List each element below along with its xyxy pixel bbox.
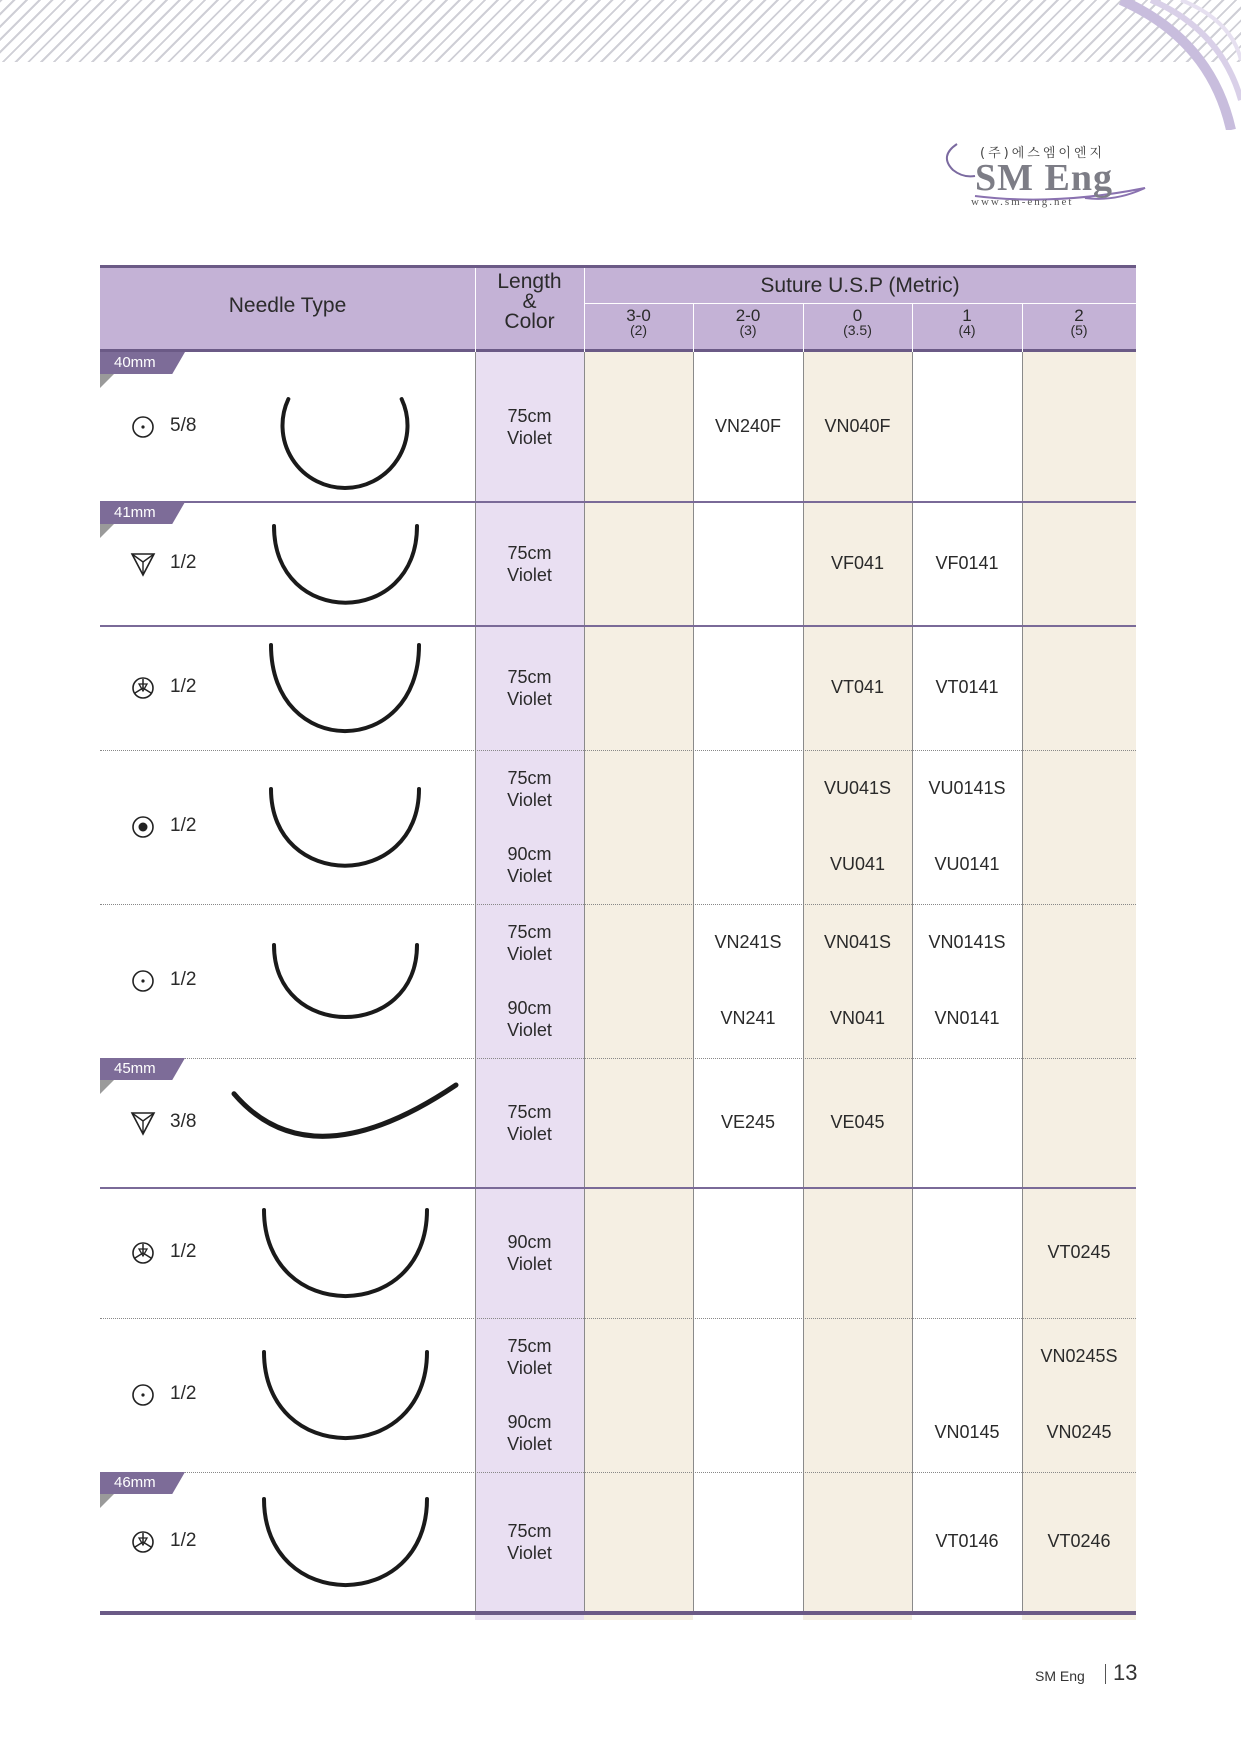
length-value: 75cm — [507, 1521, 552, 1541]
logo-url: www.sm-eng.net — [971, 196, 1074, 208]
header-size-usp: 1 — [962, 306, 972, 325]
size-tag-label: 46mm — [114, 1474, 156, 1491]
size-tag-label: 45mm — [114, 1060, 156, 1077]
product-code: VU0141 — [934, 854, 1000, 874]
header-needle-type: Needle Type — [228, 294, 347, 317]
round-body-icon — [130, 968, 156, 999]
curve-fraction: 1/2 — [170, 1383, 197, 1404]
round-body-icon — [130, 414, 156, 445]
color-value: Violet — [507, 1358, 552, 1378]
color-value: Violet — [507, 689, 552, 709]
header-size-1 — [584, 308, 693, 338]
header-amp-label: & — [522, 290, 537, 313]
row-separator — [100, 1472, 1136, 1473]
alt-column-bg — [803, 352, 912, 1620]
length-color-cell — [475, 1231, 584, 1275]
size-tag — [100, 352, 185, 374]
product-code: VN0141S — [928, 932, 1006, 952]
product-code: VT0246 — [1047, 1531, 1111, 1551]
curve-fraction: 1/2 — [170, 1530, 197, 1551]
needle-curve-icon — [265, 785, 425, 875]
row-separator — [100, 1187, 1136, 1189]
product-code: VN241S — [714, 932, 782, 952]
product-code: VE245 — [720, 1112, 776, 1132]
length-value: 75cm — [507, 543, 552, 563]
size-tag-fold — [100, 1080, 114, 1094]
curve-fraction: 1/2 — [170, 676, 197, 697]
length-color-cell — [475, 1101, 584, 1145]
reverse-cutting-icon — [130, 551, 156, 582]
color-value: Violet — [507, 1254, 552, 1274]
needle-curve-icon — [268, 941, 423, 1026]
color-value: Violet — [507, 1020, 552, 1040]
size-tag-fold — [100, 374, 114, 388]
header-size-usp: 3-0 — [626, 306, 651, 325]
needle-curve-icon — [258, 1495, 433, 1595]
product-code: VU041S — [823, 778, 892, 798]
column-divider — [584, 352, 585, 1612]
blunt-point-icon — [130, 814, 156, 845]
product-code: VN0245S — [1040, 1346, 1118, 1366]
size-tag-fold — [100, 1494, 114, 1508]
size-tag — [100, 1058, 185, 1080]
length-value: 75cm — [507, 922, 552, 942]
length-value: 90cm — [507, 1232, 552, 1252]
header-col-divider — [475, 268, 476, 352]
header-size-metric: (2) — [629, 322, 648, 338]
taper-cut-icon — [130, 1240, 156, 1271]
row-separator — [100, 904, 1136, 905]
product-code: VN041S — [823, 932, 892, 952]
top-stripe-band — [0, 0, 1241, 62]
product-code: VT0146 — [935, 1531, 999, 1551]
taper-cut-icon — [130, 1529, 156, 1560]
size-tag — [100, 502, 185, 524]
color-value: Violet — [507, 866, 552, 886]
needle-curve-icon — [258, 1348, 433, 1448]
header-col-divider — [912, 303, 913, 352]
header-size-usp: 2-0 — [735, 306, 761, 325]
color-value: Violet — [507, 1434, 552, 1454]
length-value: 75cm — [507, 667, 552, 687]
alt-column-bg — [584, 352, 693, 1620]
round-body-icon — [130, 1382, 156, 1413]
length-value: 75cm — [507, 406, 552, 426]
product-code: VN241 — [720, 1008, 776, 1028]
color-value: Violet — [507, 1124, 552, 1144]
product-code: VT041 — [830, 677, 885, 697]
color-value: Violet — [507, 565, 552, 585]
product-code: VN0145 — [934, 1422, 1000, 1442]
needle-curve-icon — [260, 360, 430, 500]
length-color-cell — [475, 843, 584, 887]
header-length-label: Length — [497, 270, 562, 293]
size-tag-fold — [100, 524, 114, 538]
needle-curve-icon — [265, 641, 425, 741]
reverse-cutting-icon — [130, 1110, 156, 1141]
header-size-metric: (3.5) — [843, 322, 872, 338]
curve-fraction: 1/2 — [170, 1241, 197, 1262]
size-tag — [100, 1472, 185, 1494]
length-color-cell — [475, 1335, 584, 1379]
length-color-cell — [475, 1520, 584, 1564]
page-number: 13 — [1113, 1660, 1138, 1685]
header-col-divider — [803, 303, 804, 352]
footer-divider — [1105, 1664, 1106, 1684]
header-size-4 — [912, 308, 1022, 338]
needle-curve-icon — [230, 1081, 460, 1171]
length-value: 90cm — [507, 844, 552, 864]
length-value: 75cm — [507, 768, 552, 788]
length-color-cell — [475, 542, 584, 586]
header-size-5 — [1022, 308, 1136, 338]
curve-fraction: 1/2 — [170, 815, 197, 836]
length-value: 90cm — [507, 998, 552, 1018]
header-size-2 — [693, 308, 803, 338]
row-separator — [100, 750, 1136, 751]
header-divider — [584, 303, 1136, 304]
header-col-divider — [584, 268, 585, 352]
curve-fraction: 1/2 — [170, 552, 197, 573]
color-value: Violet — [507, 1543, 552, 1563]
length-value: 75cm — [507, 1102, 552, 1122]
column-divider — [803, 352, 804, 1612]
header-size-metric: (4) — [958, 322, 976, 338]
row-separator — [100, 501, 1136, 503]
header-size-metric: (5) — [1070, 322, 1088, 338]
length-color-cell — [475, 921, 584, 965]
footer-brand: SM Eng — [1035, 1668, 1085, 1684]
table-header — [100, 265, 1136, 352]
product-code: VN0245 — [1046, 1422, 1112, 1442]
length-color-cell — [475, 767, 584, 811]
header-size-usp: 0 — [852, 306, 863, 325]
length-color-cell — [475, 405, 584, 449]
curve-fraction: 5/8 — [170, 415, 197, 436]
header-color-label: Color — [504, 310, 555, 333]
column-divider — [693, 352, 694, 1612]
header-size-3 — [803, 308, 912, 338]
product-code: VT0245 — [1047, 1242, 1111, 1262]
length-value: 75cm — [507, 1336, 552, 1356]
size-tag-label: 40mm — [114, 354, 156, 371]
length-color-cell — [475, 666, 584, 710]
row-separator — [100, 1058, 1136, 1059]
product-code: VN040F — [824, 416, 891, 436]
header-col-divider — [693, 303, 694, 352]
product-code: VF041 — [830, 553, 885, 573]
logo-brand-name: SM Eng — [975, 157, 1113, 199]
logo-korean-name: (주)에스엠이엔지 — [980, 146, 1106, 161]
product-code: VU041 — [829, 854, 886, 874]
header-length-color — [475, 272, 584, 332]
color-value: Violet — [507, 428, 552, 448]
needle-curve-icon — [258, 1206, 433, 1306]
curve-fraction: 3/8 — [170, 1111, 197, 1132]
taper-cut-icon — [130, 675, 156, 706]
color-value: Violet — [507, 790, 552, 810]
product-code: VN240F — [714, 416, 782, 436]
row-separator — [100, 625, 1136, 627]
color-value: Violet — [507, 944, 552, 964]
length-value: 90cm — [507, 1412, 552, 1432]
header-size-metric: (3) — [739, 322, 757, 338]
product-code: VN041 — [829, 1008, 886, 1028]
product-code: VN0141 — [934, 1008, 1000, 1028]
row-separator — [100, 1318, 1136, 1319]
header-suture-usp: Suture U.S.P (Metric) — [760, 274, 960, 297]
needle-curve-icon — [268, 522, 423, 612]
header-size-usp: 2 — [1074, 306, 1084, 325]
size-tag-label: 41mm — [114, 504, 156, 521]
length-color-cell — [475, 1411, 584, 1455]
row-separator — [100, 1611, 1136, 1615]
company-logo — [935, 136, 1155, 216]
product-code: VU0141S — [928, 778, 1006, 798]
product-code: VE045 — [830, 1112, 885, 1132]
product-code: VT0141 — [935, 677, 999, 697]
curve-fraction: 1/2 — [170, 969, 197, 990]
corner-decoration — [1081, 0, 1241, 130]
product-code: VF0141 — [935, 553, 999, 573]
header-col-divider — [1022, 303, 1023, 352]
length-color-cell — [475, 997, 584, 1041]
